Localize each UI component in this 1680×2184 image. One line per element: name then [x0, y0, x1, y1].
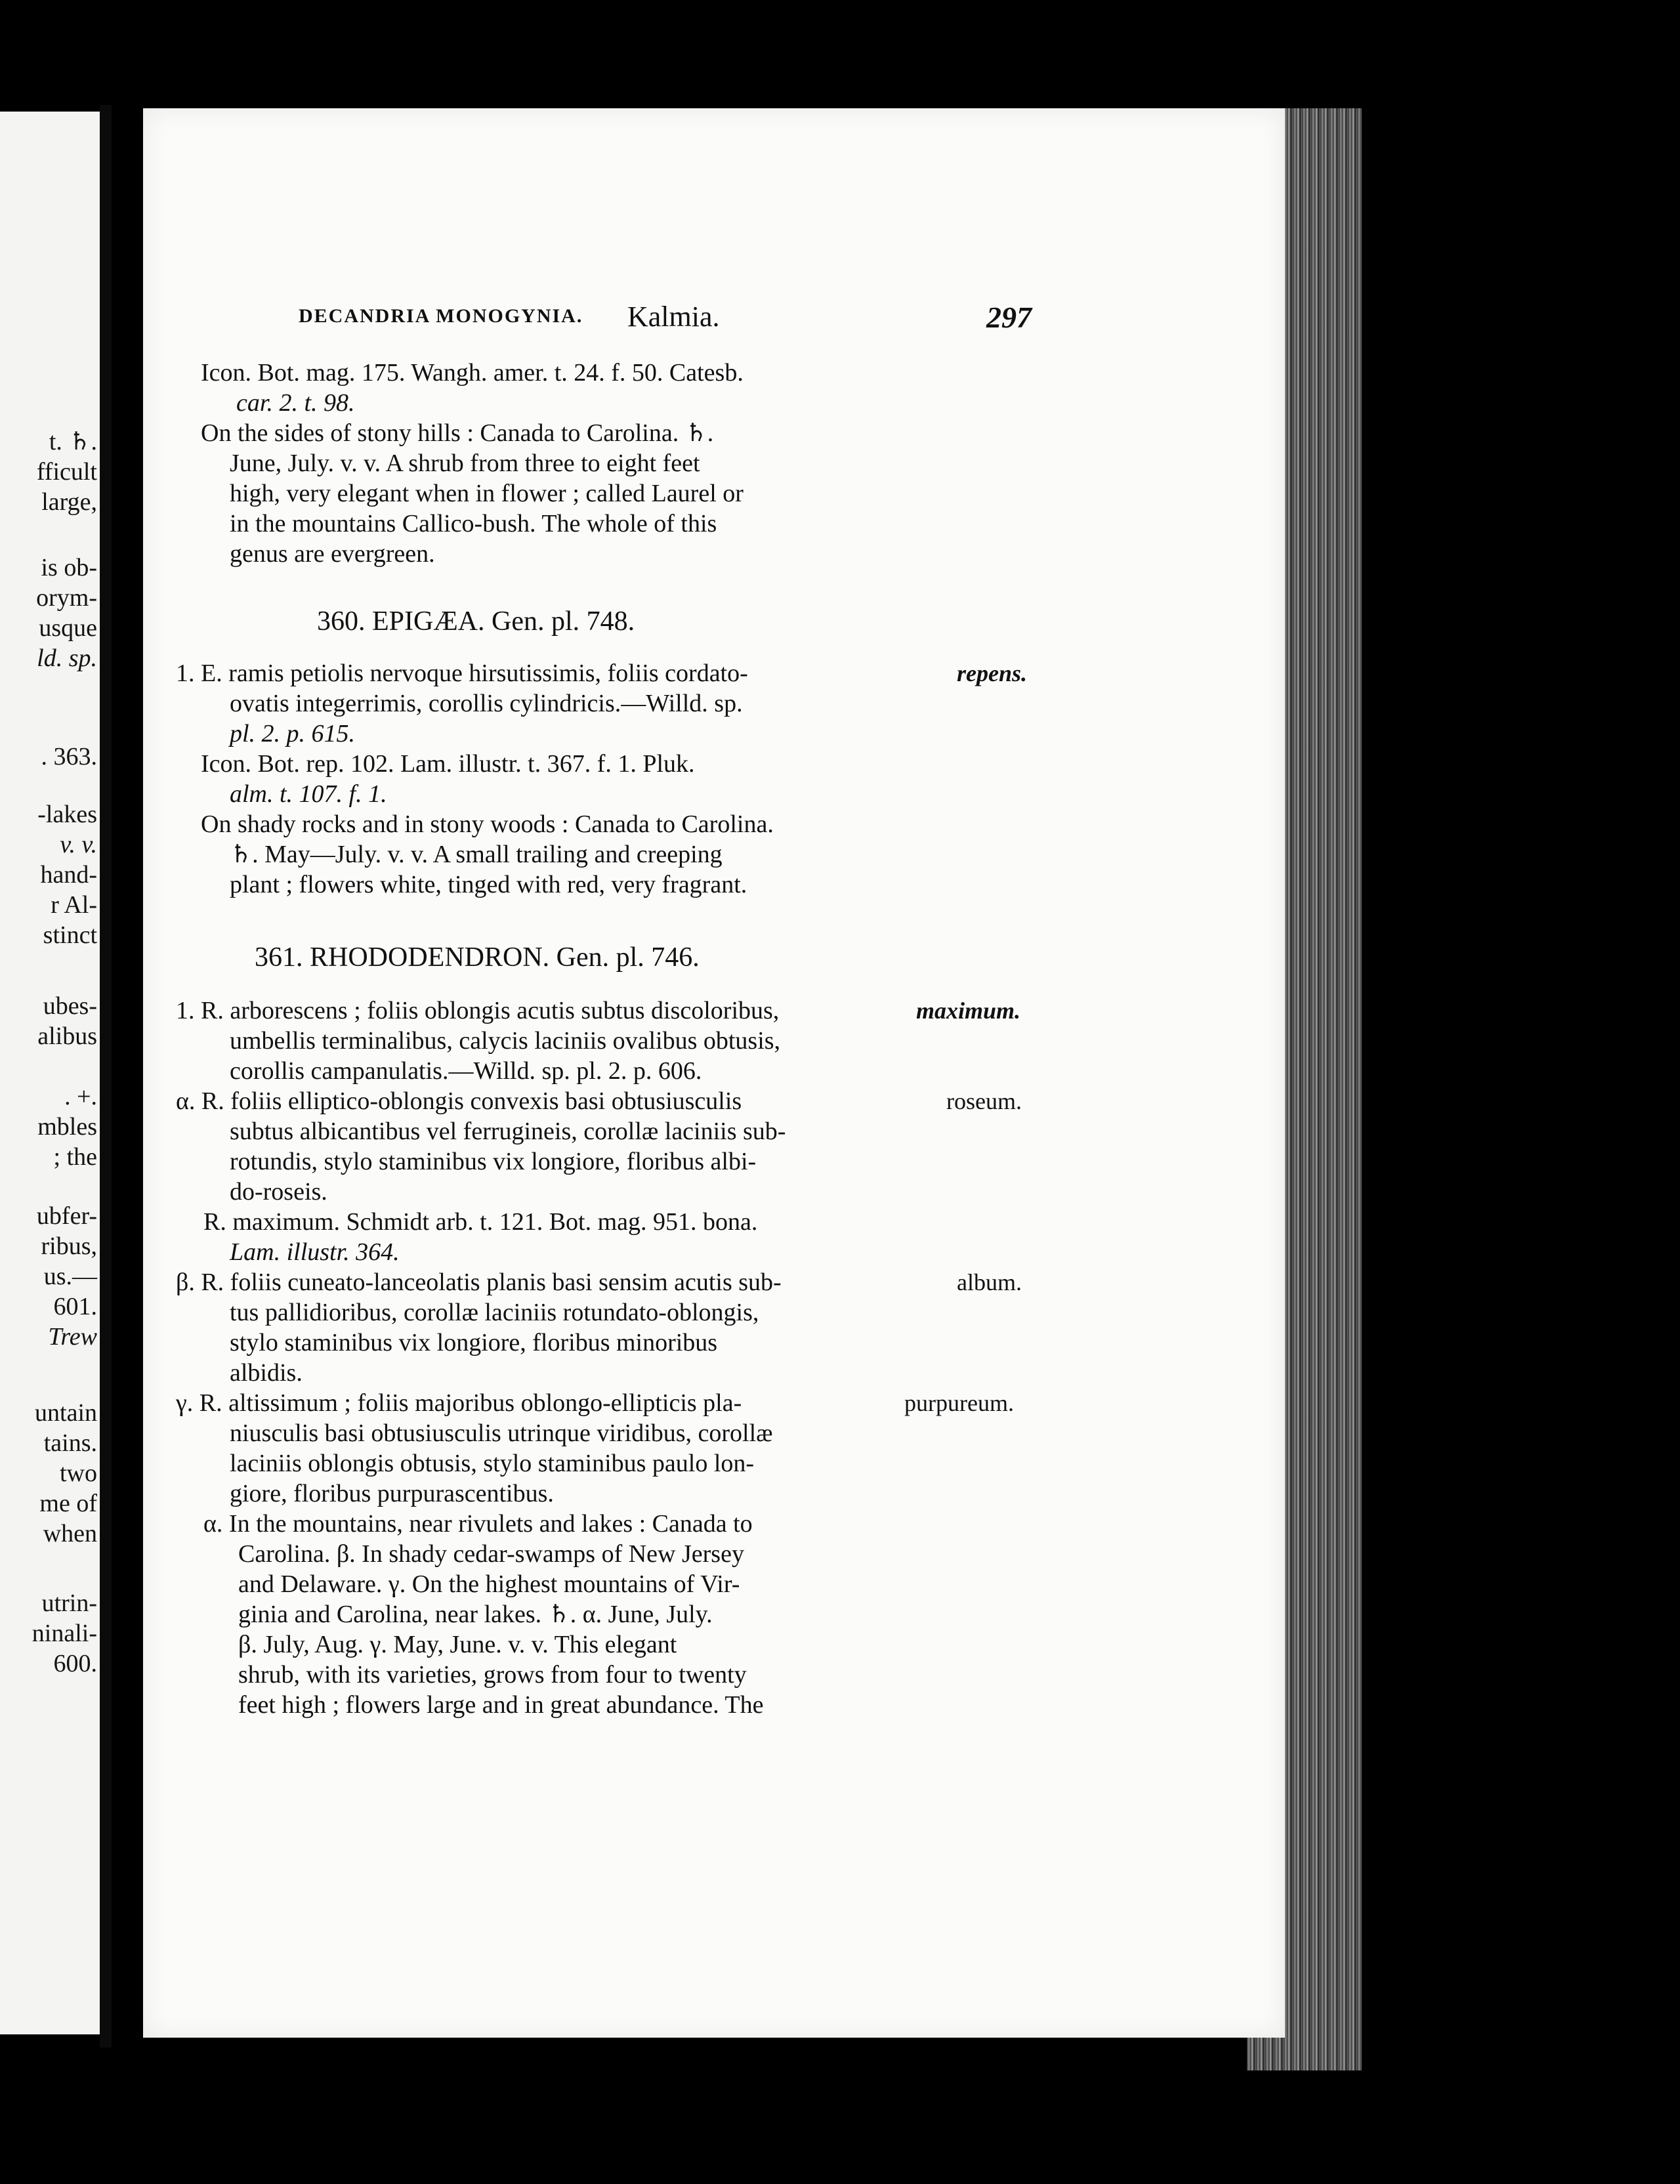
left-fragment: v. v.: [60, 831, 97, 858]
left-facing-page: [0, 112, 105, 2034]
left-fragment: alibus: [37, 1022, 97, 1050]
text-line: γ. R. altissimum ; foliis majoribus oblongo-ellipticis pla-: [176, 1389, 742, 1417]
left-fragment: 601.: [53, 1293, 97, 1320]
text-line: giore, floribus purpurascentibus.: [230, 1480, 554, 1507]
text-line: shrub, with its varieties, grows from four to twenty: [238, 1661, 747, 1689]
text-line: plant ; flowers white, tinged with red, very fragrant.: [230, 871, 747, 898]
text-line: R. maximum. Schmidt arb. t. 121. Bot. mag. 951. bona.: [203, 1208, 758, 1236]
left-fragment: utrin-: [41, 1589, 97, 1617]
text-line: pl. 2. p. 615.: [230, 720, 356, 747]
text-line: high, very elegant when in flower ; called Laurel or: [230, 480, 744, 507]
left-fragment: 600.: [53, 1650, 97, 1677]
text-line: June, July. v. v. A shrub from three to eight feet: [230, 450, 700, 477]
margin-species-name: album.: [957, 1269, 1022, 1295]
left-fragment: r Al-: [51, 891, 97, 919]
book-gutter: [100, 105, 112, 2048]
left-fragment: when: [43, 1520, 97, 1547]
text-line: rotundis, stylo staminibus vix longiore, floribus albi-: [230, 1148, 757, 1175]
running-title: DECANDRIA MONOGYNIA.: [299, 305, 583, 327]
text-line: subtus albicantibus vel ferrugineis, corollæ laciniis sub-: [230, 1118, 786, 1145]
text-line: albidis.: [230, 1359, 303, 1387]
text-line: and Delaware. γ. On the highest mountains of Vir-: [238, 1570, 740, 1598]
page-number: 297: [986, 301, 1032, 334]
book-page: [143, 108, 1285, 2038]
left-fragment: . 363.: [41, 743, 97, 770]
left-fragment: . +.: [64, 1083, 97, 1110]
text-line: On shady rocks and in stony woods : Canada to Carolina.: [201, 810, 774, 838]
text-line: Icon. Bot. mag. 175. Wangh. amer. t. 24. f. 50. Catesb.: [201, 359, 744, 387]
left-fragment: ubes-: [43, 992, 97, 1020]
text-line: β. R. foliis cuneato-lanceolatis planis basi sensim acutis sub-: [176, 1269, 782, 1296]
left-fragment: untain: [35, 1399, 97, 1427]
text-line: feet high ; flowers large and in great abundance. The: [238, 1691, 764, 1719]
left-fragment: Trew: [48, 1323, 97, 1351]
text-line: laciniis oblongis obtusis, stylo staminibus paulo lon-: [230, 1450, 755, 1477]
margin-species-name: purpureum.: [904, 1390, 1014, 1416]
left-fragment: usque: [39, 614, 97, 642]
left-fragment: hand-: [40, 861, 97, 889]
text-line: α. In the mountains, near rivulets and lakes : Canada to: [203, 1510, 753, 1538]
margin-species-name: repens.: [957, 660, 1027, 686]
text-line: ovatis integerrimis, corollis cylindricis.—Willd. sp.: [230, 690, 743, 717]
text-line: ginia and Carolina, near lakes. ♄. α. June, July.: [238, 1601, 713, 1628]
margin-species-name: roseum.: [946, 1088, 1022, 1114]
text-line: Icon. Bot. rep. 102. Lam. illustr. t. 367. f. 1. Pluk.: [201, 750, 695, 778]
left-fragment: fficult: [36, 458, 97, 486]
left-fragment: large,: [41, 488, 97, 516]
left-fragment: me of: [39, 1490, 97, 1517]
text-line: stylo staminibus vix longiore, floribus minoribus: [230, 1329, 718, 1356]
genus-heading: 361. RHODODENDRON. Gen. pl. 746.: [255, 942, 700, 973]
left-fragment: mbles: [37, 1113, 97, 1141]
running-genus: Kalmia.: [627, 301, 720, 333]
left-fragment: ; the: [53, 1143, 97, 1171]
left-fragment: -lakes: [37, 801, 97, 828]
text-line: alm. t. 107. f. 1.: [230, 780, 387, 808]
text-line: do-roseis.: [230, 1178, 327, 1206]
text-line: 1. E. ramis petiolis nervoque hirsutissimis, foliis cordato-: [176, 660, 748, 687]
left-fragment: us.—: [43, 1263, 97, 1290]
text-line: niusculis basi obtusiusculis utrinque viridibus, corollæ: [230, 1419, 773, 1447]
margin-species-name: maximum.: [916, 998, 1021, 1024]
text-line: On the sides of stony hills : Canada to Carolina. ♄.: [201, 419, 714, 447]
left-fragment: ld. sp.: [37, 644, 97, 672]
genus-heading: 360. EPIGÆA. Gen. pl. 748.: [317, 606, 635, 637]
text-line: β. July, Aug. γ. May, June. v. v. This elegant: [238, 1631, 677, 1658]
text-line: α. R. foliis elliptico-oblongis convexis basi obtusiusculis: [176, 1087, 742, 1115]
left-fragment: is ob-: [41, 554, 97, 581]
left-fragment: ninali-: [32, 1620, 97, 1647]
text-line: tus pallidioribus, corollæ laciniis rotundato-oblongis,: [230, 1299, 759, 1326]
left-fragment: two: [60, 1460, 97, 1487]
text-line: Carolina. β. In shady cedar-swamps of New Jersey: [238, 1540, 744, 1568]
text-line: car. 2. t. 98.: [236, 389, 355, 417]
text-line: umbellis terminalibus, calycis laciniis ovalibus obtusis,: [230, 1027, 781, 1055]
text-line: 1. R. arborescens ; foliis oblongis acutis subtus discoloribus,: [176, 997, 780, 1024]
text-line: genus are evergreen.: [230, 540, 435, 568]
text-line: corollis campanulatis.—Willd. sp. pl. 2. p. 606.: [230, 1057, 702, 1085]
left-fragment: t. ♄.: [49, 428, 97, 455]
left-fragment: stinct: [43, 921, 97, 949]
left-fragment: tains.: [43, 1429, 97, 1457]
text-line: in the mountains Callico-bush. The whole of this: [230, 510, 717, 537]
text-line: Lam. illustr. 364.: [230, 1238, 400, 1266]
left-fragment: orym-: [36, 584, 97, 612]
text-line: ♄. May—July. v. v. A small trailing and creeping: [230, 841, 723, 868]
left-fragment: ribus,: [41, 1232, 97, 1260]
left-fragment: ubfer-: [36, 1202, 97, 1230]
